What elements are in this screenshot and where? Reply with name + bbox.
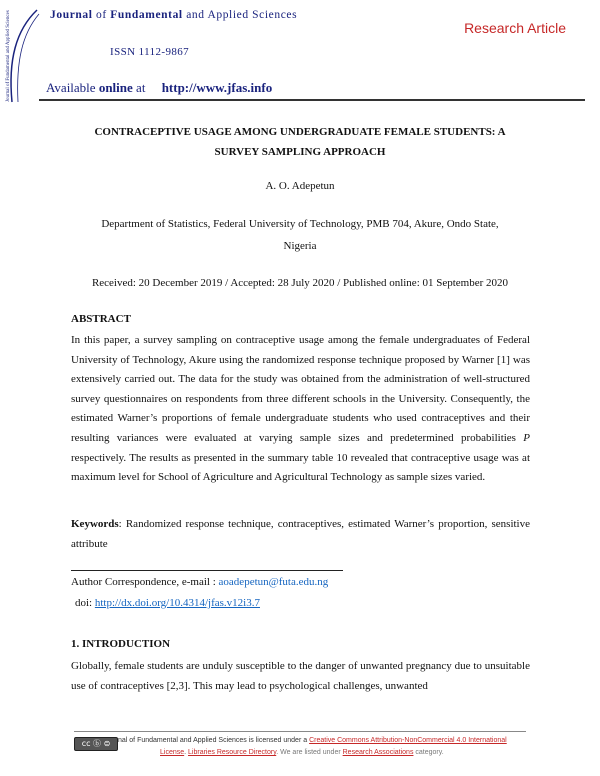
header-divider [39,99,585,101]
directory-link[interactable]: Libraries Resource Directory [188,749,277,756]
article-title [70,122,530,162]
journal-title [50,9,297,21]
journal-url-link[interactable]: http://www.jfas.info [161,80,273,95]
abstract-text-part1: In this paper, a survey sampling on contraceptive usage among the female undergraduates of Federal University of Technology, Akure using the randomized response technique proposed by Warner [1] was extensively carried out. The data for the study was obtained from the administration of well-structured survey questionnaires on respondents from three different schools in the University. Consequently, the estimated Warner’s proportions of female undergraduate students who used contraceptives and their resulting variances were evaluated at varying sample sizes and predetermined probabilities [71,334,530,444]
email-link[interactable]: aoadepetun@futa.edu.ng [218,576,329,588]
affiliation-line1: Department of Statistics, Federal University of Technology, PMB 704, Akure, Ondo State, [101,218,499,230]
doi-line [75,597,260,609]
affiliation [70,213,530,257]
probability-symbol: P [523,431,530,444]
article-title-line1: CONTRACEPTIVE USAGE AMONG UNDERGRADUATE FEMALE STUDENTS: A [94,126,506,138]
research-article-label: Research Article [464,20,566,36]
license-link[interactable]: Creative Commons Attribution-NonCommercial 4.0 International [309,737,507,744]
license-line [118,737,507,744]
associations-link[interactable]: Research Associations [342,749,414,756]
at-word: at [136,80,146,95]
affiliation-line2: Nigeria [283,240,317,252]
introduction-body: Globally, female students are unduly susceptible to the danger of unwanted pregnancy due to unsuitable use of contraceptives [2,3]. This may lead to psychological challenges, unwanted [71,660,530,692]
abstract-heading: ABSTRACT [71,313,131,325]
listed-text: . We are listed under [276,749,343,756]
keywords [71,515,530,554]
publication-dates: Received: 20 December 2019 / Accepted: 28 July 2020 / Published online: 01 September 2020 [91,277,509,289]
abstract-body [71,331,530,488]
online-word: online [98,80,133,95]
footer-divider [74,731,526,732]
introduction-heading: 1. INTRODUCTION [71,638,171,650]
svg-text:Journal of Fundamental and App: Journal of Fundamental and Applied Sciences [6,10,11,102]
author-name: A. O. Adepetun [265,180,335,192]
license-word-link[interactable]: License [160,749,185,756]
keywords-text: : Randomized response technique, contraceptives, estimated Warner’s proportion, sensitive attribute [71,518,530,550]
journal-title-word2: of [96,9,107,21]
availability-line [46,80,272,96]
journal-title-word1: Journal [50,9,93,21]
correspondence-label: Author Correspondence, e-mail : [71,576,219,588]
category-text: category. [413,749,444,756]
doi-label: doi: [75,597,95,609]
license-text: nal of Fundamental and Applied Sciences is licensed under a [118,737,310,744]
directory-line: License. Libraries Resource Directory. We are listed under Research Associations category. [160,749,444,756]
article-title-line2: SURVEY SAMPLING APPROACH [214,146,386,158]
abstract-text-part2: respectively. The results as presented in the summary table 10 revealed that contraceptive usage was at maximum level for School of Agriculture and Agricultural Technology as sample sizes varied. [71,451,530,484]
journal-logo [4,8,40,104]
issn: ISSN 1112-9867 [110,46,190,58]
doi-link[interactable]: http://dx.doi.org/10.4314/jfas.v12i3.7 [94,597,260,609]
journal-title-rest: and Applied Sciences [186,9,298,21]
author-correspondence [71,576,328,588]
journal-title-word3: Fundamental [110,9,183,21]
footnote-divider [71,570,343,571]
creative-commons-badge[interactable]: cc ⓑ ⊜ [74,737,118,751]
keywords-label: Keywords [71,518,119,530]
available-word: Available [46,80,96,95]
